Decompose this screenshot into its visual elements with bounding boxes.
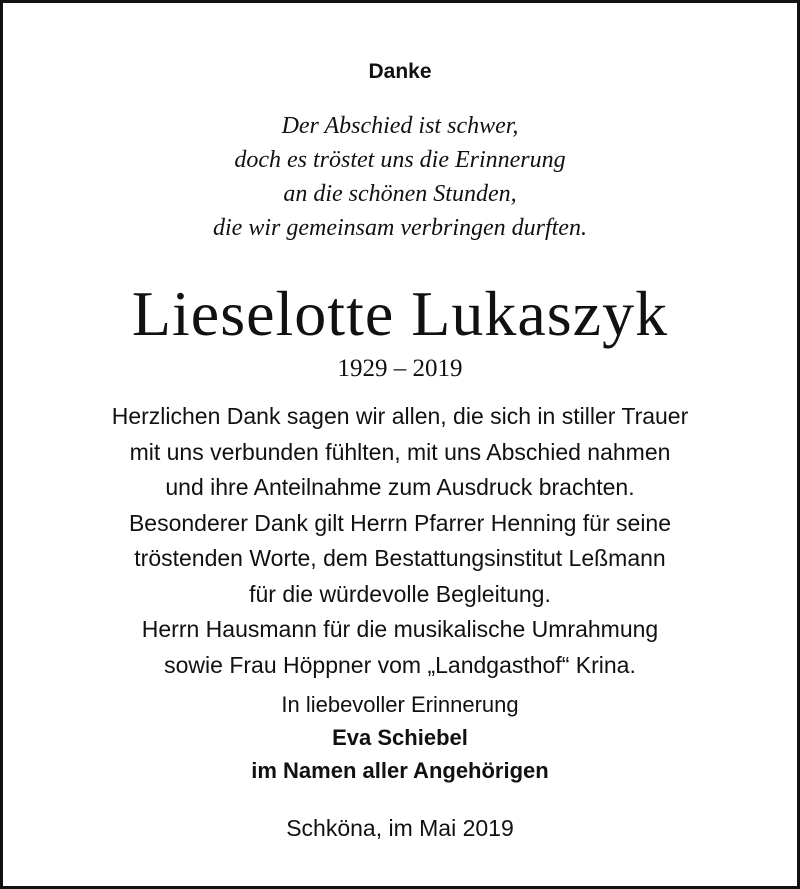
thanks-line: sowie Frau Höppner vom „Landgasthof“ Krina. — [164, 651, 636, 678]
thanks-line: Herzlichen Dank sagen wir allen, die sich in stiller Trauer — [111, 403, 689, 429]
poem-line: die wir gemeinsam verbringen durften. — [213, 215, 587, 241]
thanks-line: Besonderer Dank gilt Herrn Pfarrer Henning für seine — [128, 509, 672, 536]
poem-line: Der Abschied ist schwer, — [281, 113, 519, 139]
signer-name: Eva Schiebel — [332, 725, 468, 750]
thanks-line: für die würdevolle Begleitung. — [249, 580, 551, 607]
place-date: Schköna, im Mai 2019 — [286, 815, 514, 841]
life-years: 1929 – 2019 — [337, 355, 463, 382]
poem-line: doch es tröstet uns die Erinnerung — [234, 147, 566, 173]
heading-title: Danke — [368, 60, 432, 83]
closing-intro: In liebevoller Erinnerung — [281, 692, 519, 717]
deceased-name: Lieselotte Lukaszyk — [131, 278, 669, 349]
thanks-line: und ihre Anteilnahme zum Ausdruck brachten. — [165, 474, 635, 500]
poem-block — [3, 109, 797, 245]
thanks-line: tröstenden Worte, dem Bestattungsinstitut Leßmann — [134, 545, 666, 571]
thanks-text-block — [3, 399, 797, 683]
closing-block — [3, 688, 797, 787]
poem-line: an die schönen Stunden, — [283, 181, 517, 207]
signer-on-behalf: im Namen aller Angehörigen — [251, 758, 549, 783]
thanks-line: mit uns verbunden fühlten, mit uns Abschied nahmen — [129, 438, 671, 465]
thanks-line: Herrn Hausmann für die musikalische Umrahmung — [141, 616, 659, 642]
